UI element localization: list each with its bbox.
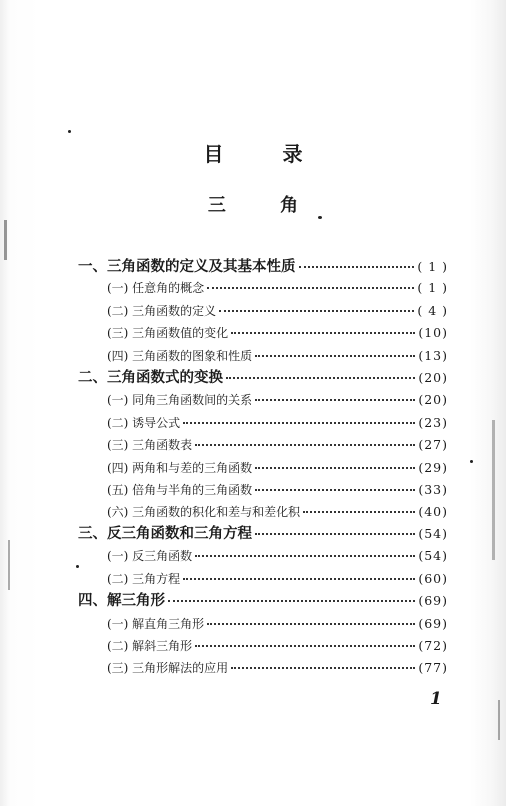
- scan-edge-mark: [492, 420, 495, 560]
- toc-entry[interactable]: [107, 546, 448, 566]
- toc-entry[interactable]: [78, 257, 448, 277]
- toc-entry[interactable]: [78, 591, 448, 611]
- dot-leader: [207, 623, 415, 625]
- toc-entry-page: (27): [418, 437, 448, 452]
- toc-entry-label: 四、解三角形: [78, 592, 165, 609]
- toc-entry-label: (五) 倍角与半角的三角函数: [107, 483, 253, 497]
- toc-entry[interactable]: [107, 658, 448, 678]
- toc-entry-page: ( 1 ): [417, 259, 448, 274]
- toc-entry[interactable]: [107, 301, 448, 321]
- toc-entry-label: 三、反三角函数和三角方程: [78, 525, 252, 542]
- toc-entry[interactable]: [107, 480, 448, 500]
- toc-entry[interactable]: [107, 569, 448, 589]
- toc-entry-label: (二) 诱导公式: [107, 416, 181, 430]
- toc-entry[interactable]: [107, 323, 448, 343]
- dot-leader: [303, 511, 415, 513]
- toc-entry-label: 一、三角函数的定义及其基本性质: [78, 258, 296, 275]
- dot-leader: [255, 399, 415, 401]
- toc-entry-label: (二) 三角函数的定义: [107, 304, 217, 318]
- dot-leader: [255, 355, 415, 357]
- toc-entry-page: (20): [418, 392, 448, 407]
- dot-leader: [226, 377, 415, 379]
- toc-entry[interactable]: [78, 368, 448, 388]
- dot-leader: [195, 444, 415, 446]
- toc-entry-page: ( 1 ): [417, 280, 448, 295]
- scan-edge-mark: [4, 220, 7, 260]
- dot-leader: [207, 287, 414, 289]
- dot-leader: [299, 266, 415, 268]
- dot-leader: [255, 533, 415, 535]
- toc-entry[interactable]: [107, 435, 448, 455]
- toc-entry-page: (10): [418, 325, 448, 340]
- dot-leader: [219, 310, 414, 312]
- toc-entry-label: (四) 三角函数的图象和性质: [107, 349, 253, 363]
- scan-edge-mark: [498, 700, 500, 740]
- toc-entry-label: (一) 反三角函数: [107, 549, 193, 563]
- dot-leader: [183, 422, 415, 424]
- toc-entry[interactable]: [107, 413, 448, 433]
- toc-entry[interactable]: [107, 390, 448, 410]
- toc-entry-page: (33): [418, 482, 448, 497]
- scan-speck: [68, 130, 71, 133]
- toc-entry-page: (23): [418, 415, 448, 430]
- toc-entry-label: (四) 两角和与差的三角函数: [107, 461, 253, 475]
- toc-entry-label: (二) 解斜三角形: [107, 639, 193, 653]
- toc-entry-page: (69): [418, 616, 448, 631]
- toc-entry-label: (二) 三角方程: [107, 572, 181, 586]
- toc-entry[interactable]: [107, 458, 448, 478]
- page-title: 目 录: [203, 142, 329, 166]
- toc-entry-label: 二、三角函数式的变换: [78, 369, 223, 386]
- toc-entry-page: (13): [418, 348, 448, 363]
- toc-entry-page: (54): [418, 526, 448, 541]
- toc-entry-page: (20): [418, 370, 448, 385]
- toc-entry-label: (六) 三角函数的积化和差与和差化积: [107, 505, 301, 519]
- toc-entry[interactable]: [78, 524, 448, 544]
- scan-speck: [76, 565, 79, 568]
- toc-entry-label: (三) 三角函数表: [107, 438, 193, 452]
- dot-leader: [231, 667, 415, 669]
- toc-entry-page: (29): [418, 460, 448, 475]
- toc-entry[interactable]: [107, 346, 448, 366]
- toc-entry-page: ( 4 ): [417, 303, 448, 318]
- dot-leader: [195, 645, 415, 647]
- scan-speck: [318, 216, 322, 219]
- dot-leader: [168, 600, 415, 602]
- scan-speck: [470, 460, 473, 463]
- dot-leader: [231, 332, 415, 334]
- scan-edge-mark: [8, 540, 10, 590]
- dot-leader: [255, 467, 415, 469]
- toc-entry-label: (一) 同角三角函数间的关系: [107, 393, 253, 407]
- toc-entry-page: (40): [418, 504, 448, 519]
- toc-entry-page: (69): [418, 593, 448, 608]
- section-title: 三 角: [207, 195, 323, 216]
- dot-leader: [183, 578, 415, 580]
- toc-entry-page: (54): [418, 548, 448, 563]
- dot-leader: [195, 555, 415, 557]
- toc-entry-label: (一) 解直角三角形: [107, 617, 205, 631]
- toc-entry[interactable]: [107, 636, 448, 656]
- toc-entry-page: (77): [418, 660, 448, 675]
- toc-entry-label: (三) 三角函数值的变化: [107, 326, 229, 340]
- toc-entry[interactable]: [107, 502, 448, 522]
- toc-entry-label: (一) 任意角的概念: [107, 281, 205, 295]
- toc-entry-label: (三) 三角形解法的应用: [107, 661, 229, 675]
- toc-entry[interactable]: [107, 614, 448, 634]
- page-number: 1: [430, 689, 442, 709]
- toc-entry[interactable]: [107, 278, 448, 298]
- dot-leader: [255, 489, 415, 491]
- toc-entry-page: (72): [418, 638, 448, 653]
- toc-entry-page: (60): [418, 571, 448, 586]
